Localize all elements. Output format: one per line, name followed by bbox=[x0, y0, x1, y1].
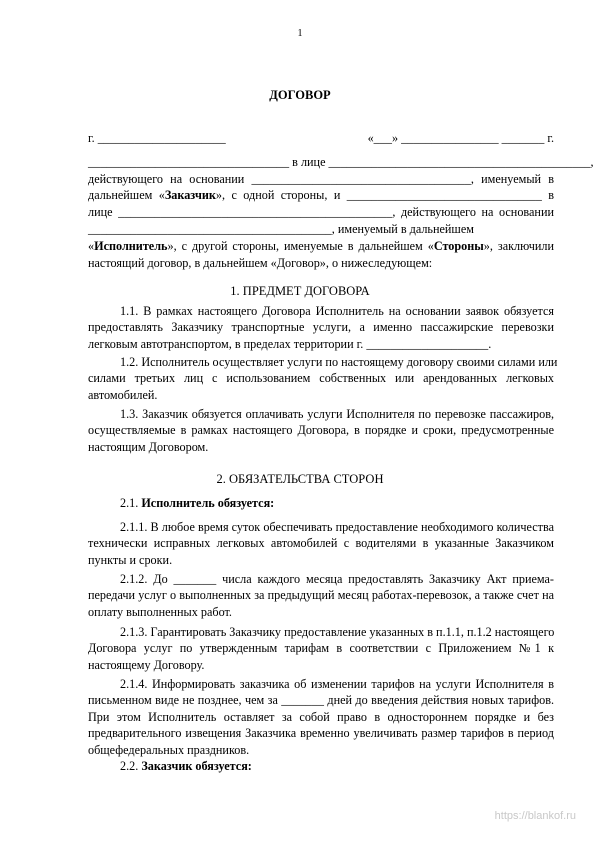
paragraph-line: настоящему Договору. bbox=[88, 657, 205, 672]
section-heading: 2. ОБЯЗАТЕЛЬСТВА СТОРОН bbox=[216, 472, 384, 486]
subsection-number: 2.2. bbox=[120, 759, 142, 773]
paragraph-line: При этом Исполнитель оставляет за собой право в одностороннем порядке и без bbox=[88, 709, 554, 724]
bold-term: Стороны bbox=[433, 239, 484, 253]
paragraph-line: 1.2. Исполнитель осуществляет услуги по настоящему договору своими силами или bbox=[120, 355, 558, 369]
bold-term: Исполнитель bbox=[94, 239, 168, 253]
paragraph-line: 2.1.4. Информировать заказчика об изменении тарифов на услуги Исполнителя в bbox=[120, 677, 554, 691]
paragraph-line: пункты и сроки. bbox=[88, 552, 173, 567]
paragraph-line: автомобилей. bbox=[88, 387, 158, 402]
paragraph-line: общефедеральных праздников. bbox=[88, 742, 250, 757]
section-heading: 1. ПРЕДМЕТ ДОГОВОРА bbox=[230, 284, 370, 298]
subsection-title: Заказчик обязуется: bbox=[141, 759, 252, 773]
paragraph-line: силами третьих лиц с использованием собственных или арендованных легковых bbox=[88, 371, 554, 386]
paragraph-line: 2.1.2. До _______ числа каждого месяца предоставлять Заказчику Акт приема- bbox=[120, 572, 554, 586]
paragraph-line: Договора услуг по утвержденным тарифам в соответствии с Приложением №1 к bbox=[88, 641, 554, 656]
text-run: », заключили bbox=[483, 239, 555, 253]
text-run: », с другой стороны, именуемые в дальнейшем « bbox=[167, 239, 434, 253]
preamble-line: ________________________________________, именуемый в дальнейшем bbox=[88, 222, 474, 236]
paragraph-line: передачи услуг о выполненных за предыдущий месяц работах-перевозок, а также счет на bbox=[88, 588, 554, 603]
text-run: « bbox=[88, 239, 95, 253]
paragraph-line: легковым автотранспортом, в пределах территории г. ____________________. bbox=[88, 336, 492, 351]
paragraph-line: письменном виде не позднее, чем за _______ дней до введения действия новых тарифов. bbox=[88, 693, 554, 708]
paragraph-line: предоставлять Заказчику транспортные услуги, а именно пассажирские перевозки bbox=[88, 320, 554, 335]
paragraph-line: 1.1. В рамках настоящего Договора Исполнитель на основании заявок обязуется bbox=[120, 304, 554, 318]
paragraph-line: предварительного извещения Заказчика временно увеличивать размер тарифов в период bbox=[88, 726, 554, 741]
preamble-line bbox=[88, 239, 554, 253]
paragraph-line: 2.1.1. В любое время суток обеспечивать предоставление необходимого количества bbox=[120, 520, 554, 534]
preamble-line: настоящий договор, в дальнейшем «Договор», о нижеследующем: bbox=[88, 256, 433, 270]
subsection-heading bbox=[120, 496, 274, 511]
page-number: 1 bbox=[297, 28, 303, 39]
paragraph-line: оплату выполненных работ. bbox=[88, 604, 232, 619]
preamble-line: лице _____________________________________________, действующего на основании bbox=[88, 205, 554, 219]
date-field: «___» ________________ _______ г. bbox=[367, 131, 554, 145]
paragraph-line: осуществляемые в рамках настоящего Договора, в порядке и сроки, предусмотренные bbox=[88, 423, 554, 438]
document-title: ДОГОВОР bbox=[269, 88, 331, 102]
preamble-line: действующего на основании ____________________________________, именуемый в bbox=[88, 172, 554, 186]
subsection-title: Исполнитель обязуется: bbox=[141, 496, 275, 510]
preamble-line bbox=[88, 188, 554, 202]
paragraph-line: технически исправных легковых автомобилей с водителями в указанные Заказчиком bbox=[88, 536, 554, 551]
paragraph-line: 2.1.3. Гарантировать Заказчику предоставление указанных в п.1.1, п.1.2 настоящего bbox=[120, 625, 555, 639]
watermark: https://blankof.ru bbox=[494, 810, 576, 822]
text-run: », с одной стороны, и ________________________________ в bbox=[215, 188, 554, 202]
paragraph-line: 1.3. Заказчик обязуется оплачивать услуги Исполнителя по перевозке пассажиров, bbox=[120, 407, 554, 421]
paragraph-line: настоящим Договором. bbox=[88, 439, 209, 454]
city-field: г. _____________________ bbox=[88, 131, 226, 145]
preamble-line: _________________________________ в лице ___________________________________________, bbox=[88, 155, 594, 169]
bold-term: Заказчик bbox=[164, 188, 216, 202]
text-run: дальнейшем « bbox=[88, 188, 165, 202]
subsection-heading bbox=[120, 759, 252, 774]
subsection-number: 2.1. bbox=[120, 496, 142, 510]
